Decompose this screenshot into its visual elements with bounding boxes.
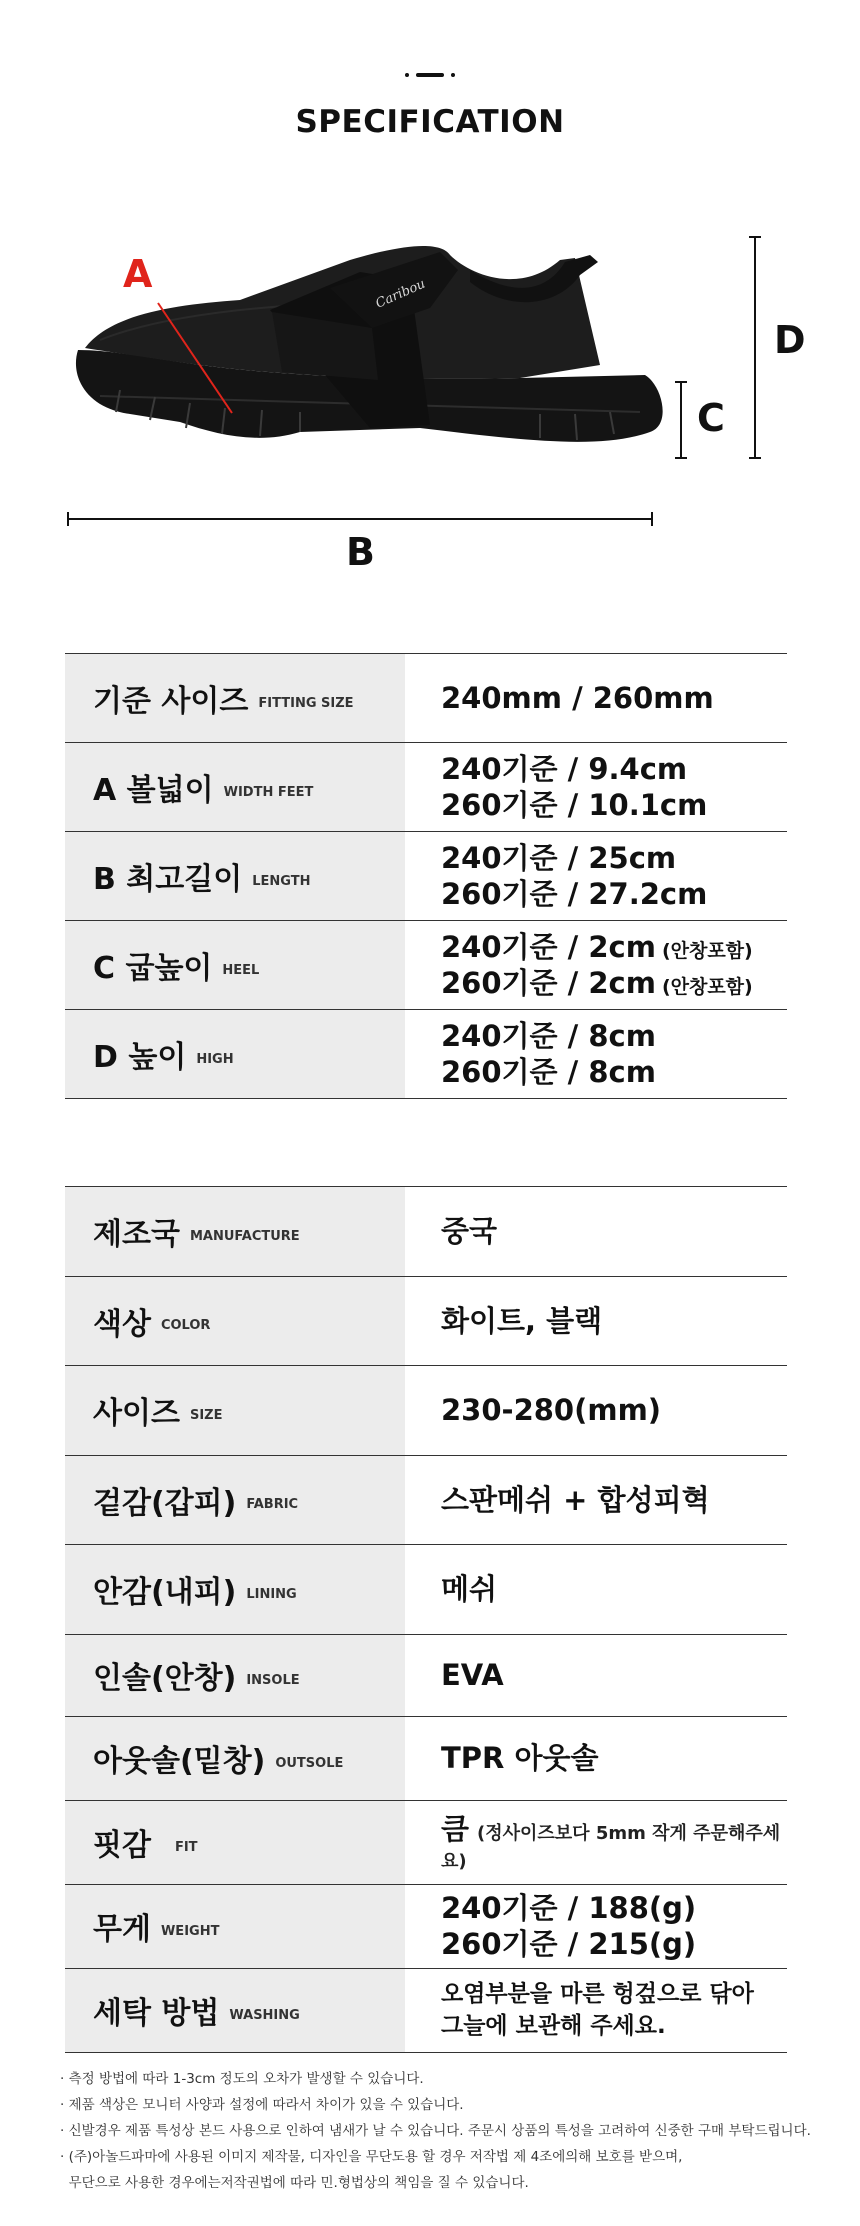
row-label: D 높이 xyxy=(93,1040,187,1075)
row-value: 240기준 / 8cm xyxy=(441,1019,656,1053)
size-table xyxy=(65,653,787,1099)
spec-row-weight xyxy=(65,1885,787,1969)
row-value: 230-280(mm) xyxy=(441,1393,662,1428)
spec-row-fit xyxy=(65,1801,787,1885)
label-a: A xyxy=(123,252,153,296)
size-row-length xyxy=(65,832,787,921)
row-sublabel: COLOR xyxy=(160,1318,211,1334)
row-label: 겉감(갑피) xyxy=(93,1485,237,1521)
row-value: TPR 아웃솔 xyxy=(441,1741,599,1775)
row-note: (안창포함) xyxy=(661,940,753,962)
row-label: C 굽높이 xyxy=(93,951,213,986)
row-label: 세탁 방법 xyxy=(93,1996,220,2031)
page-title: SPECIFICATION xyxy=(295,104,565,140)
row-label: B 최고길이 xyxy=(93,862,243,897)
spec-row-outsole xyxy=(65,1717,787,1801)
row-sublabel: INSOLE xyxy=(246,1672,300,1688)
row-value: EVA xyxy=(441,1658,504,1692)
row-value: 260기준 / 8cm xyxy=(441,1055,656,1089)
row-value: 오염부분을 마른 헝겊으로 닦아 xyxy=(441,1981,754,2007)
spec-row-washing xyxy=(65,1969,787,2053)
footnotes xyxy=(60,2066,820,2196)
spec-table xyxy=(65,1186,787,2053)
row-sublabel: HEEL xyxy=(222,962,260,978)
row-label: 제조국 xyxy=(93,1217,180,1253)
row-note: (정사이즈보다 5mm 작게 주문해주세요) xyxy=(441,1823,781,1872)
row-sublabel: FABRIC xyxy=(246,1497,299,1513)
row-value: 중국 xyxy=(441,1214,498,1249)
size-row-fitting xyxy=(65,654,787,743)
row-sublabel: SIZE xyxy=(189,1407,223,1423)
title-decoration xyxy=(405,72,455,78)
size-row-heel xyxy=(65,921,787,1010)
spec-row-insole xyxy=(65,1635,787,1717)
row-label: A 볼넓이 xyxy=(93,773,214,808)
row-sublabel: FIT xyxy=(174,1839,198,1855)
size-row-high xyxy=(65,1010,787,1099)
row-value: 화이트, 블랙 xyxy=(441,1303,603,1338)
footnote: 무단으로 사용한 경우에는저작권법에 따라 민.형법상의 책임을 질 수 있습니다. xyxy=(60,2175,529,2191)
row-sublabel: LINING xyxy=(246,1586,297,1602)
row-sublabel: WEIGHT xyxy=(160,1923,220,1939)
spec-row-manufacture xyxy=(65,1187,787,1277)
row-label: 사이즈 xyxy=(93,1396,180,1432)
label-c: C xyxy=(697,396,725,440)
footnote: · 측정 방법에 따라 1-3cm 정도의 오차가 발생할 수 있습니다. xyxy=(60,2071,424,2087)
row-value: 240기준 / 2cm xyxy=(441,930,656,964)
row-label: 무게 xyxy=(93,1912,151,1947)
spec-row-lining xyxy=(65,1545,787,1635)
shoe-dimension-diagram xyxy=(0,200,860,600)
row-value: 스판메쉬 + 합성피혁 xyxy=(441,1482,710,1517)
size-row-width xyxy=(65,743,787,832)
row-label: 안감(내피) xyxy=(93,1575,237,1611)
row-value: 240기준 / 9.4cm xyxy=(441,752,688,786)
row-value: 그늘에 보관해 주세요. xyxy=(441,2013,666,2039)
row-label: 아웃솔(밑창) xyxy=(93,1744,266,1779)
row-value: 240기준 / 188(g) xyxy=(441,1891,697,1925)
row-label: 색상 xyxy=(93,1306,151,1342)
label-b: B xyxy=(346,530,375,574)
row-value: 240mm / 260mm xyxy=(441,681,714,715)
row-value: 큼 xyxy=(441,1812,470,1846)
footnote: · 제품 색상은 모니터 사양과 설정에 따라서 차이가 있을 수 있습니다. xyxy=(60,2097,464,2113)
row-label: 기준 사이즈 xyxy=(93,684,249,719)
row-note: (안창포함) xyxy=(661,976,753,998)
spec-row-color xyxy=(65,1277,787,1367)
row-label: 인솔(안창) xyxy=(93,1661,237,1696)
footnote: · (주)아놀드파마에 사용된 이미지 제작물, 디자인을 무단도용 할 경우 저작법 제 4조에의해 보호를 받으며, xyxy=(60,2149,683,2165)
row-sublabel: MANUFACTURE xyxy=(189,1228,300,1244)
row-sublabel: OUTSOLE xyxy=(275,1755,344,1771)
row-value: 260기준 / 10.1cm xyxy=(441,788,708,822)
row-sublabel: LENGTH xyxy=(252,873,311,889)
row-sublabel: WASHING xyxy=(229,2007,300,2023)
svg-text:Caribou: Caribou xyxy=(373,276,428,312)
row-label: 핏감 xyxy=(93,1828,151,1863)
row-sublabel: HIGH xyxy=(196,1051,234,1067)
row-value: 260기준 / 215(g) xyxy=(441,1927,697,1961)
row-sublabel: FITTING SIZE xyxy=(258,695,354,711)
spec-row-size xyxy=(65,1366,787,1456)
row-value: 메쉬 xyxy=(441,1572,498,1607)
row-value: 240기준 / 25cm xyxy=(441,841,677,875)
row-sublabel: WIDTH FEET xyxy=(223,784,314,800)
spec-row-fabric xyxy=(65,1456,787,1546)
footnote: · 신발경우 제품 특성상 본드 사용으로 인하여 냄새가 날 수 있습니다. 주문시 상품의 특성을 고려하여 신중한 구매 부탁드립니다. xyxy=(60,2123,811,2139)
row-value: 260기준 / 2cm xyxy=(441,966,656,1000)
label-d: D xyxy=(774,318,806,362)
row-value: 260기준 / 27.2cm xyxy=(441,877,708,911)
